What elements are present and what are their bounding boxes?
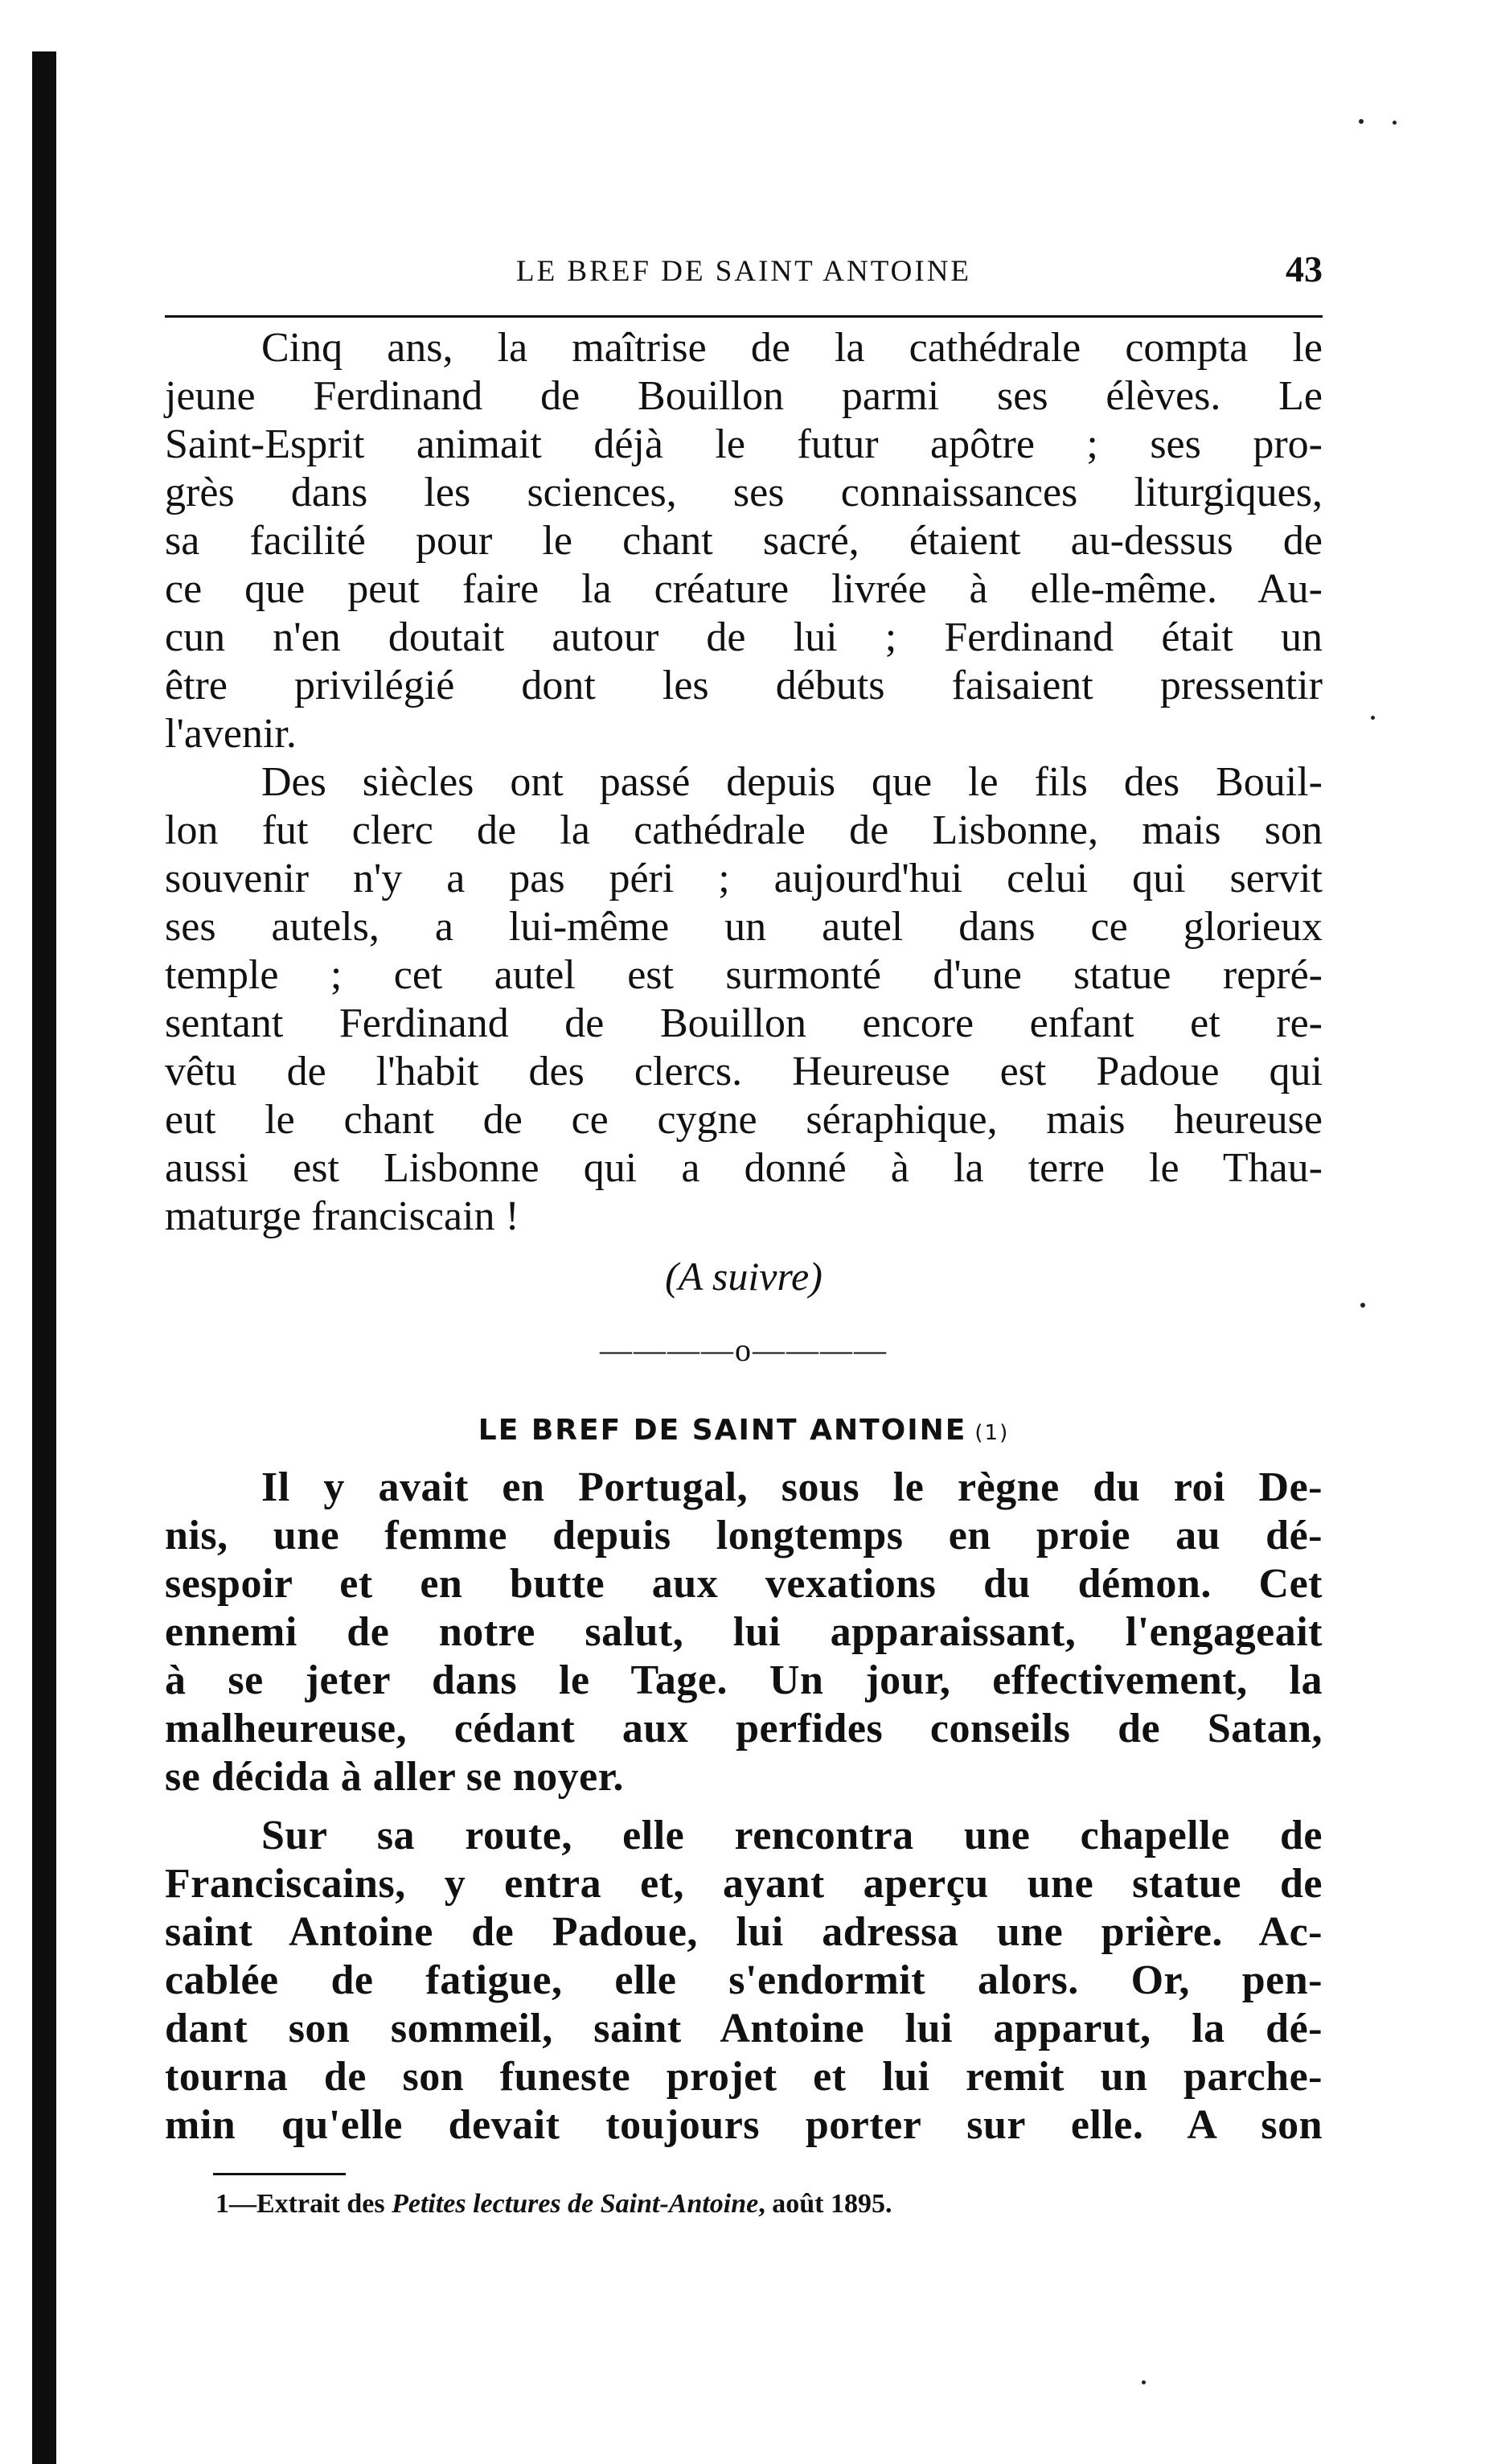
text-line: tourna de son funeste projet et lui remit un parche- — [165, 2054, 1323, 2100]
text-line: aussi est Lisbonne qui a donné à la terre le Thau- — [165, 1145, 1323, 1191]
text-line: souvenir n'y a pas péri ; aujourd'hui celui qui servit — [165, 856, 1323, 901]
text-line: Sur sa route, elle rencontra une chapelle de — [261, 1813, 1323, 1858]
text-line: Des siècles ont passé depuis que le fils des Bouil- — [261, 759, 1323, 805]
text-line: jeune Ferdinand de Bouillon parmi ses élèves. Le — [165, 373, 1323, 419]
print-speck — [1360, 1303, 1365, 1308]
text-line: l'avenir. — [165, 711, 297, 757]
page-number: 43 — [1286, 248, 1323, 290]
text-line: Il y avait en Portugal, sous le règne du roi De- — [261, 1464, 1323, 1510]
text-line: Franciscains, y entra et, ayant aperçu une statue de — [165, 1861, 1323, 1907]
text-line: dant son sommeil, saint Antoine lui apparut, la dé- — [165, 2006, 1323, 2051]
text-line: min qu'elle devait toujours porter sur elle. A son — [165, 2102, 1323, 2148]
text-line: maturge franciscain ! — [165, 1193, 519, 1239]
running-title: LE BREF DE SAINT ANTOINE — [515, 255, 972, 288]
footnote-source: Petites lectures de Saint-Antoine — [392, 2189, 759, 2219]
binding-edge — [32, 51, 56, 2464]
text-line: temple ; cet autel est surmonté d'une statue repré- — [165, 952, 1323, 998]
print-speck — [1142, 2380, 1146, 2384]
footnote-rule — [213, 2173, 346, 2175]
footnote-suffix: , août 1895. — [758, 2189, 892, 2219]
text-line: nis, une femme depuis longtemps en proie au dé- — [165, 1513, 1323, 1558]
text-line: grès dans les sciences, ses connaissances liturgiques, — [165, 470, 1323, 515]
text-line: cablée de fatigue, elle s'endormit alors. Or, pen- — [165, 1957, 1323, 2003]
text-line: eut le chant de ce cygne séraphique, mais heureuse — [165, 1097, 1323, 1143]
text-line: Saint-Esprit animait déjà le futur apôtre ; ses pro- — [165, 421, 1323, 467]
print-speck — [1359, 119, 1364, 124]
text-line: ennemi de notre salut, lui apparaissant, l'engageait — [165, 1609, 1323, 1655]
article-title-text: LE BREF DE SAINT ANTOINE — [478, 1414, 967, 1447]
text-line: ce que peut faire la créature livrée à elle-même. Au- — [165, 566, 1323, 612]
page-header — [165, 248, 1323, 299]
footnote-marker: (1) — [974, 1421, 1010, 1445]
text-line: sentant Ferdinand de Bouillon encore enfant et re- — [165, 1000, 1323, 1046]
article-title — [165, 1414, 1323, 1447]
text-line: cun n'en doutait autour de lui ; Ferdinand était un — [165, 614, 1323, 660]
section-separator: ————o———— — [600, 1332, 888, 1368]
text-line: malheureuse, cédant aux perfides conseils de Satan, — [165, 1706, 1323, 1751]
footnote-prefix: 1—Extrait des — [215, 2189, 392, 2219]
text-line: vêtu de l'habit des clercs. Heureuse est Padoue qui — [165, 1049, 1323, 1094]
text-line: lon fut clerc de la cathédrale de Lisbonne, mais son — [165, 807, 1323, 853]
text-line: à se jeter dans le Tage. Un jour, effectivement, la — [165, 1657, 1323, 1703]
footnote — [215, 2189, 892, 2220]
to-be-continued: (A suivre) — [665, 1254, 822, 1299]
text-line: ses autels, a lui-même un autel dans ce glorieux — [165, 904, 1323, 950]
text-line: être privilégié dont les débuts faisaient pressentir — [165, 663, 1323, 708]
header-rule — [165, 315, 1323, 318]
print-speck — [1393, 121, 1397, 125]
text-line: saint Antoine de Padoue, lui adressa une prière. Ac- — [165, 1909, 1323, 1955]
text-line: Cinq ans, la maîtrise de la cathédrale compta le — [261, 325, 1323, 371]
text-line: sa facilité pour le chant sacré, étaient au-dessus de — [165, 518, 1323, 564]
text-line: sespoir et en butte aux vexations du démon. Cet — [165, 1561, 1323, 1607]
text-line: se décida à aller se noyer. — [165, 1754, 625, 1800]
print-speck — [1371, 716, 1375, 720]
